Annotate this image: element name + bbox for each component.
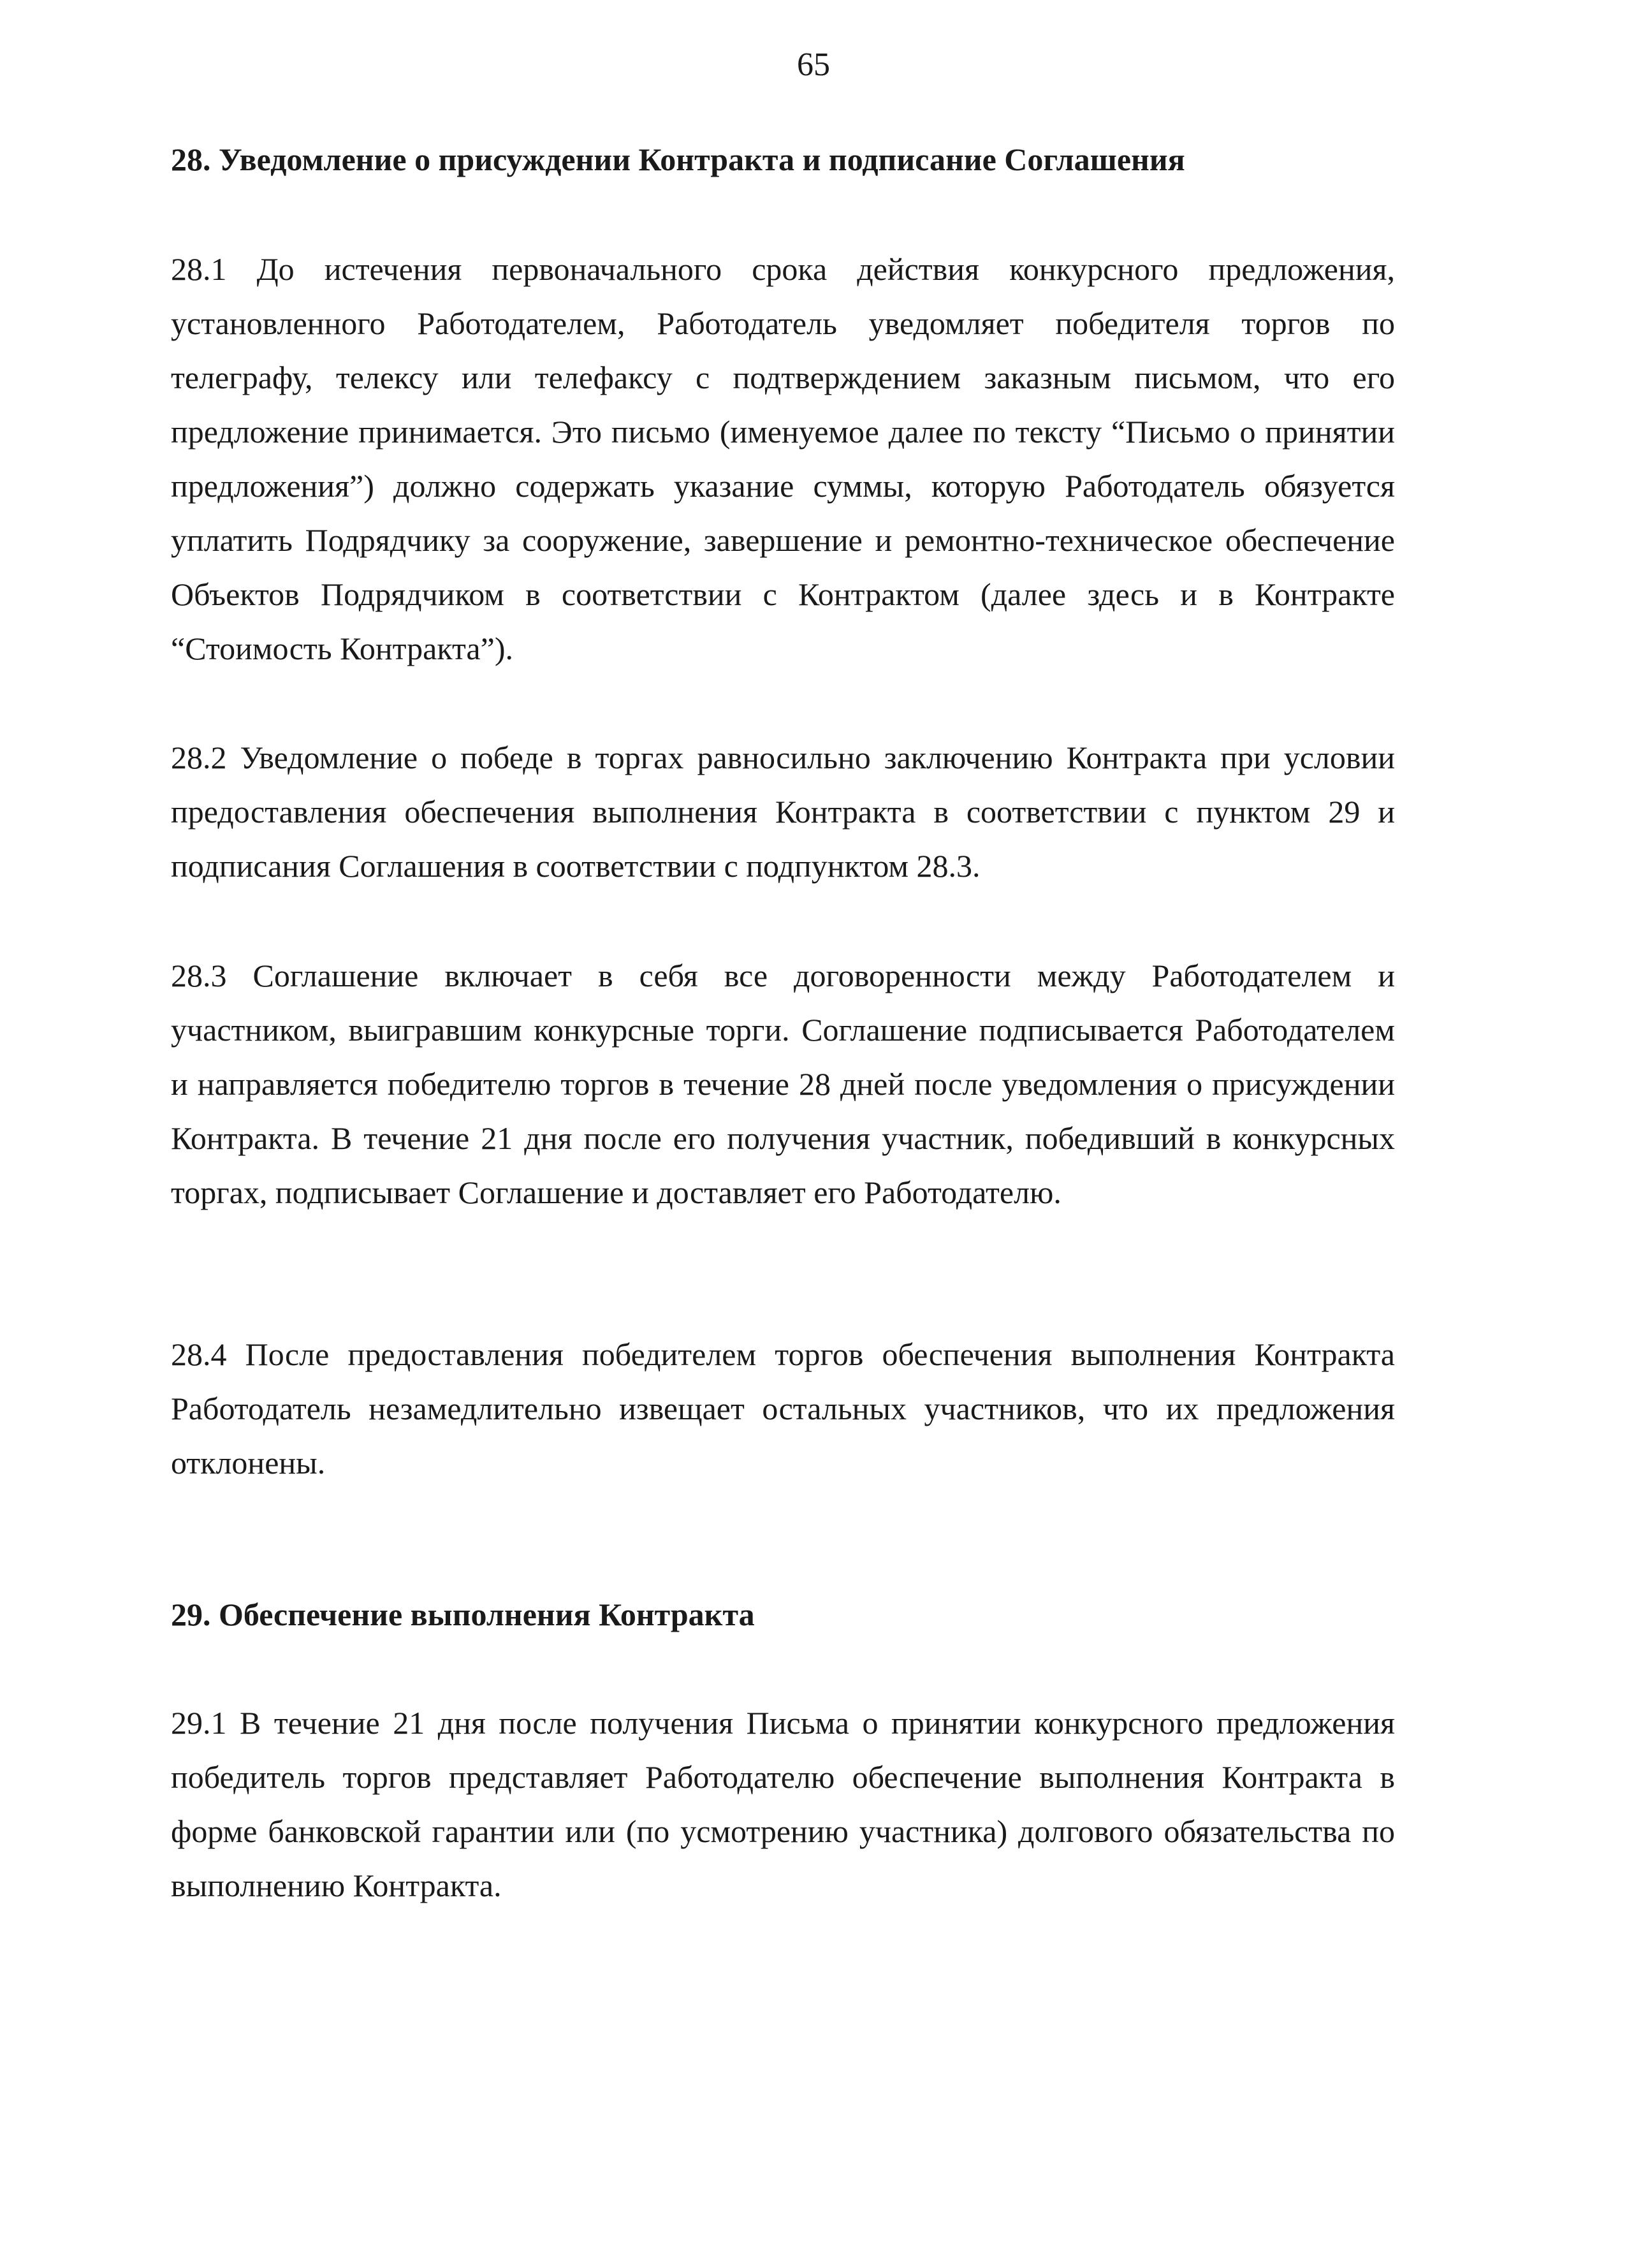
paragraph-29-1: 29.1 В течение 21 дня после получения Письма о принятии конкурсного предложения победитель торгов представляет Работодателю обеспечение выполнения Контракта в форме банковской гарантии или (по усмотрению участника) долгового обязательства по выполнению Контракта. xyxy=(171,1705,1395,1903)
section-heading-29: 29. Обеспечение выполнения Контракта xyxy=(171,1597,755,1632)
section-heading-28: 28. Уведомление о присуждении Контракта и подписание Соглашения xyxy=(171,142,1185,177)
paragraph-28-4: 28.4 После предоставления победителем торгов обеспечения выполнения Контракта Работодатель незамедлительно извещает остальных участников, что их предложения отклонены. xyxy=(171,1336,1395,1481)
paragraph-28-2: 28.2 Уведомление о победе в торгах равносильно заключению Контракта при условии предоставления обеспечения выполнения Контракта в соответствии с пунктом 29 и подписания Соглашения в соответствии с подпунктом 28.3. xyxy=(171,740,1395,884)
page-number: 65 xyxy=(797,47,830,83)
paragraph-28-3: 28.3 Соглашение включает в себя все договоренности между Работодателем и участником, выигравшим конкурсные торги. Соглашение подписывается Работодателем и направляется победителю торгов в течение 28 дней после уведомления о присуждении Контракта. В течение 21 дня после его получения участник, победивший в конкурсных торгах, подписывает Соглашение и доставляет его Работодателю. xyxy=(171,958,1395,1210)
paragraph-28-1: 28.1 До истечения первоначального срока действия конкурсного предложения, установленного Работодателем, Работодатель уведомляет победителя торгов по телеграфу, телексу или телефаксу с подтверждением заказным письмом, что его предложение принимается. Это письмо (именуемое далее по тексту “Письмо о принятии предложения”) должно содержать указание суммы, которую Работодатель обязуется уплатить Подрядчику за сооружение, завершение и ремонтно-техническое обеспечение Объектов Подрядчиком в соответствии с Контрактом (далее здесь и в Контракте “Стоимость Контракта”). xyxy=(171,251,1395,666)
